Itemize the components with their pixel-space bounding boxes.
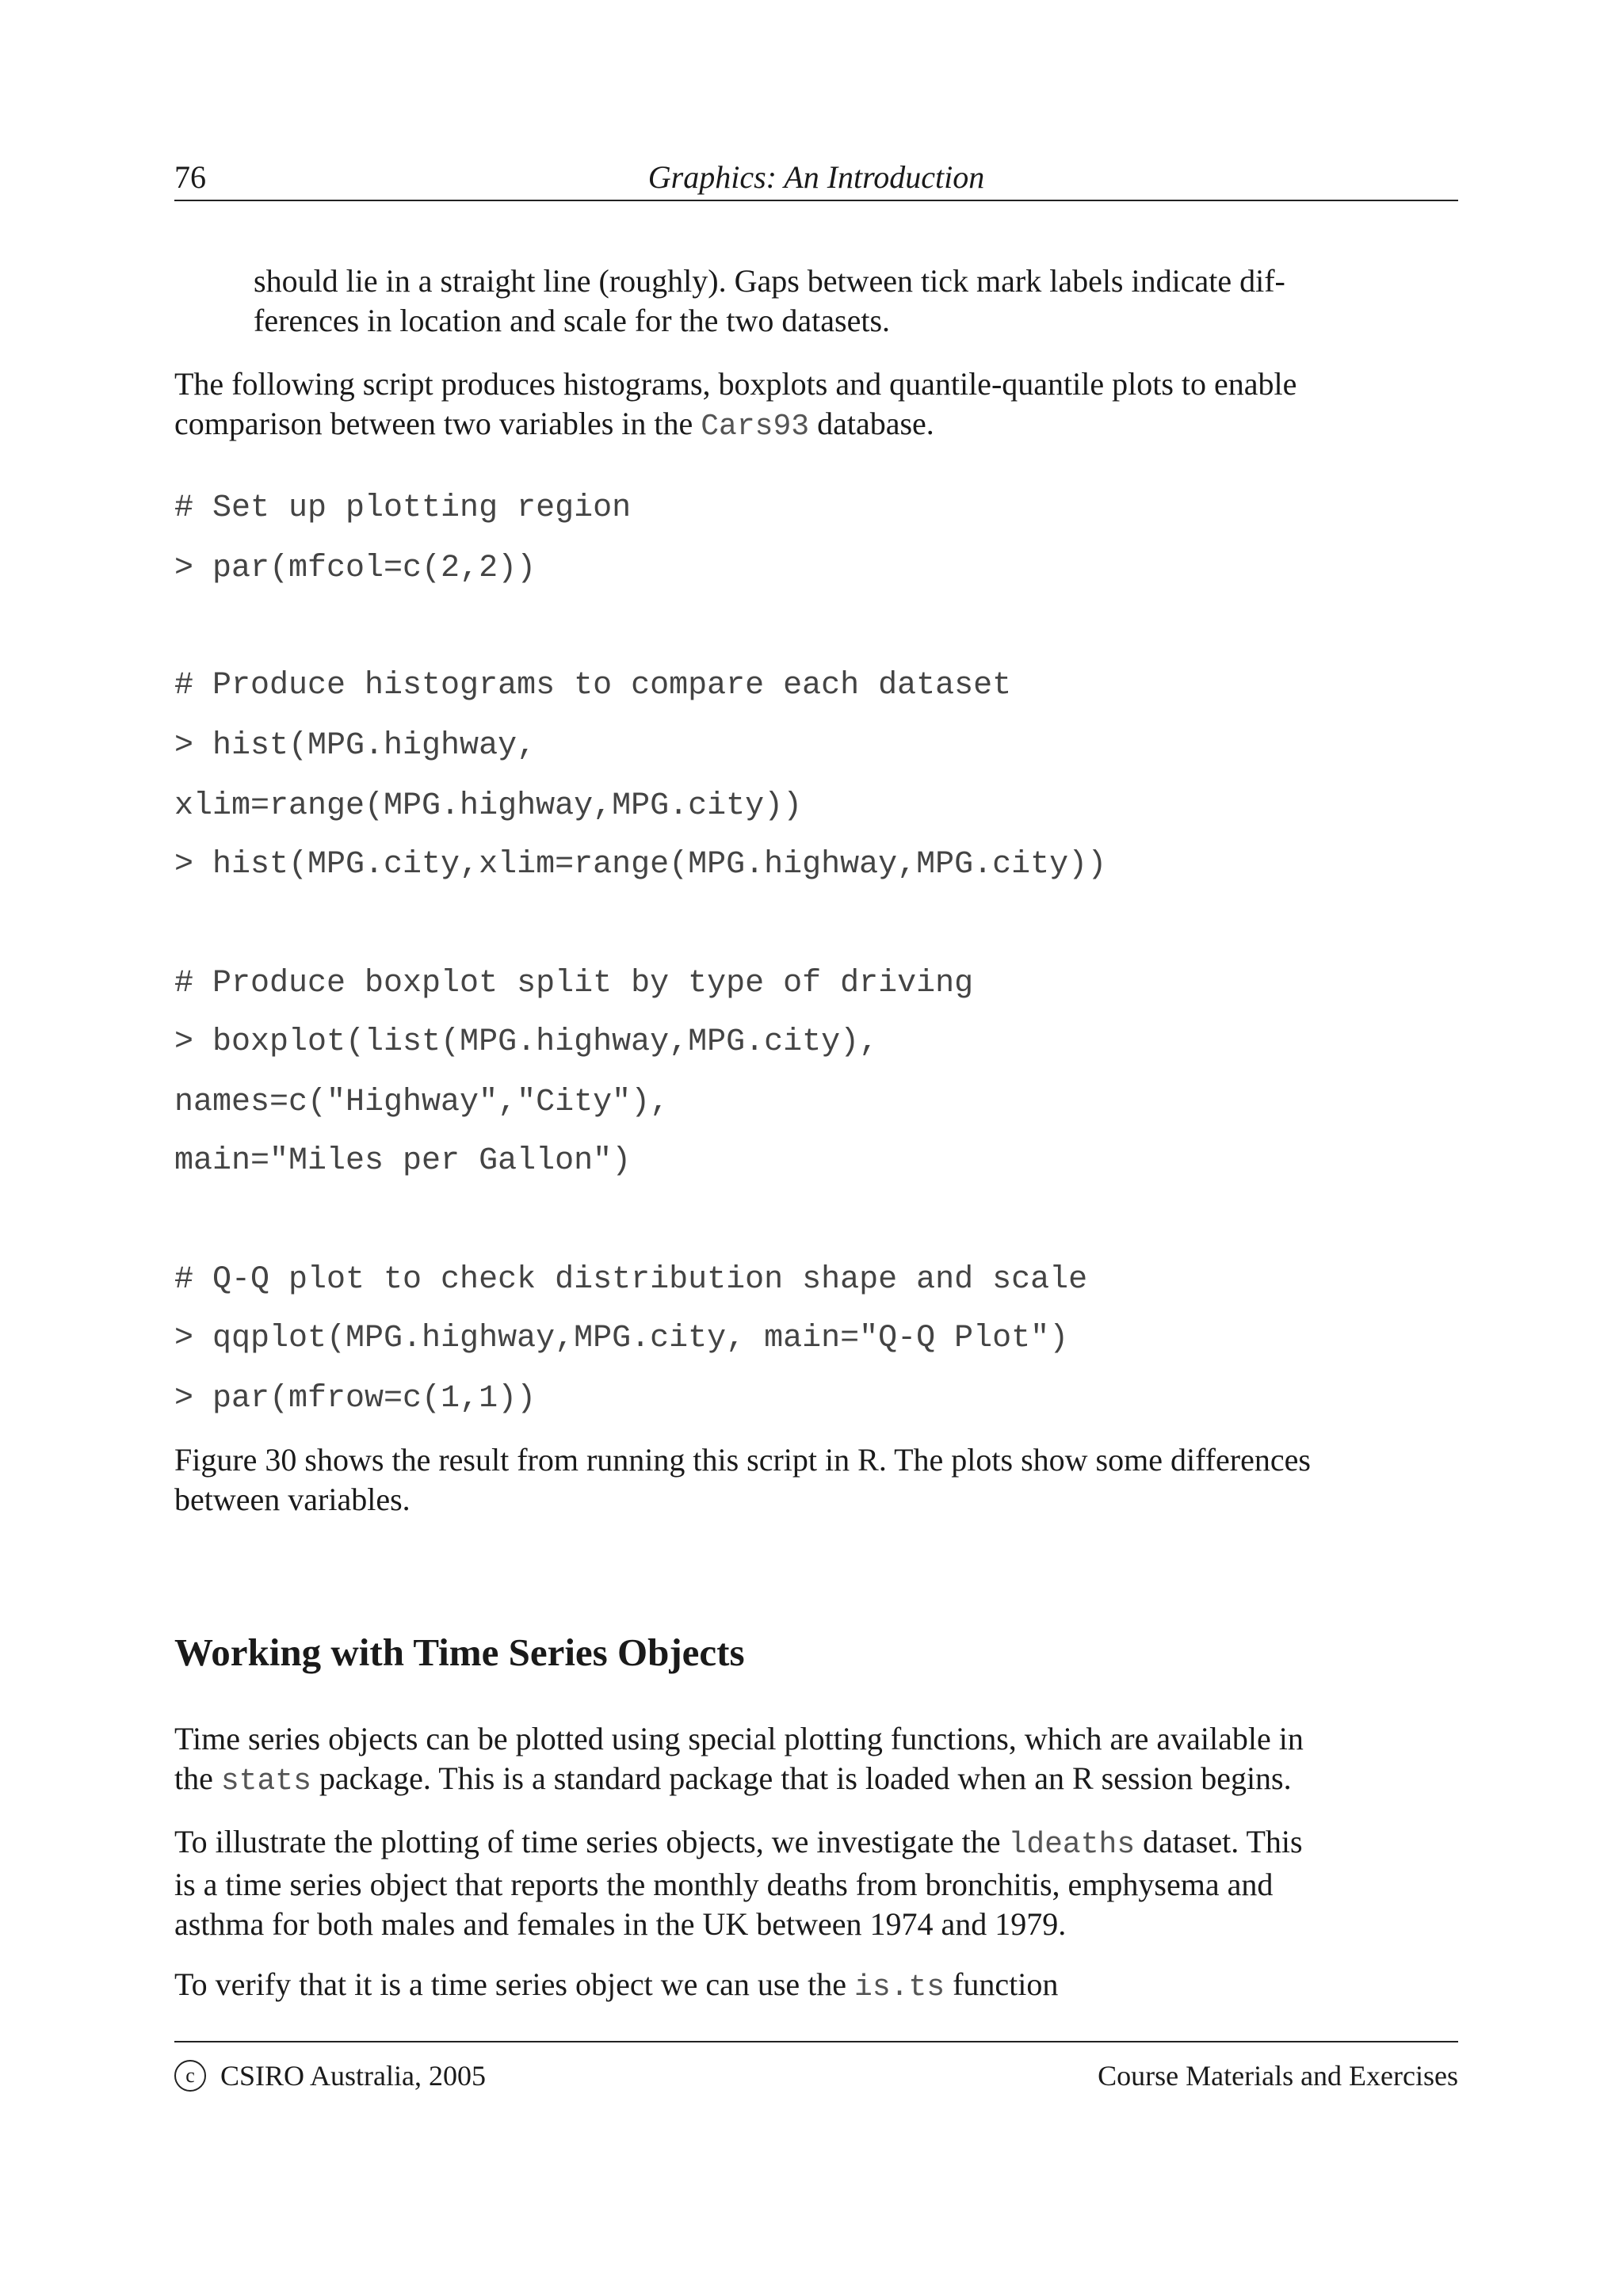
- footer-right-text: Course Materials and Exercises: [1098, 2060, 1458, 2092]
- code-line: xlim=range(MPG.highway,MPG.city)): [174, 788, 803, 824]
- code-line: > boxplot(list(MPG.highway,MPG.city),: [174, 1024, 879, 1060]
- code-line: > par(mfcol=c(2,2)): [174, 551, 537, 586]
- code-line: > hist(MPG.highway,: [174, 728, 537, 764]
- section-heading: Working with Time Series Objects: [174, 1630, 745, 1674]
- code-line: main="Miles per Gallon"): [174, 1143, 632, 1179]
- code-line: # Produce histograms to compare each dataset: [174, 668, 1012, 704]
- copyright-icon: c: [174, 2060, 206, 2092]
- paragraph-text: database.: [809, 406, 934, 441]
- paragraph-text: dataset. This: [1135, 1824, 1303, 1859]
- paragraph-text: package. This is a standard package that is loaded when an R session begins.: [311, 1760, 1292, 1796]
- paragraph-text: The following script produces histograms, boxplots and quantile-quantile plots to enable: [174, 366, 1297, 402]
- running-title: Graphics: An Introduction: [647, 159, 985, 195]
- page-footer: [174, 2041, 1458, 2093]
- code-line: > hist(MPG.city,xlim=range(MPG.highway,MPG.city)): [174, 847, 1107, 883]
- paragraph-text: function: [945, 1966, 1059, 2002]
- footer-copyright: [174, 2050, 486, 2101]
- verify-paragraph: [174, 1965, 1458, 2008]
- intro-paragraph: [254, 261, 1458, 341]
- running-header: [174, 155, 1458, 201]
- paragraph-text: To illustrate the plotting of time series objects, we investigate the: [174, 1824, 1009, 1859]
- document-page: [174, 0, 1458, 2296]
- inline-code: stats: [220, 1764, 311, 1798]
- paragraph-text: the: [174, 1760, 221, 1796]
- code-line: # Produce boxplot split by type of driving: [174, 966, 974, 1001]
- code-line: > qqplot(MPG.highway,MPG.city, main="Q-Q Plot"): [174, 1321, 1069, 1356]
- footer-left-text: CSIRO Australia, 2005: [220, 2060, 487, 2092]
- paragraph-text: asthma for both males and females in the UK between 1974 and 1979.: [174, 1906, 1067, 1942]
- time-series-paragraph: [174, 1719, 1458, 1802]
- code-line: # Set up plotting region: [174, 490, 632, 526]
- intro-line-2: ferences in location and scale for the two datasets.: [254, 303, 891, 338]
- inline-code: ldeaths: [1008, 1828, 1136, 1862]
- paragraph-text: comparison between two variables in the: [174, 406, 701, 441]
- paragraph-text: is a time series object that reports the monthly deaths from bronchitis, emphysema and: [174, 1867, 1274, 1902]
- page-number: 76: [174, 159, 206, 195]
- paragraph-text: Figure 30 shows the result from running this script in R. The plots show some differences: [174, 1442, 1311, 1478]
- paragraph-text: Time series objects can be plotted using special plotting functions, which are available in: [174, 1721, 1304, 1756]
- result-paragraph: [174, 1440, 1458, 1520]
- script-intro-paragraph: [174, 364, 1458, 447]
- inline-code: is.ts: [854, 1970, 945, 2004]
- code-line: # Q-Q plot to check distribution shape and scale: [174, 1262, 1088, 1298]
- code-line: > par(mfrow=c(1,1)): [174, 1381, 537, 1417]
- code-line: names=c("Highway","City"),: [174, 1085, 670, 1120]
- paragraph-text: To verify that it is a time series object we can use the: [174, 1966, 855, 2002]
- ldeaths-paragraph: [174, 1822, 1458, 1944]
- paragraph-text: between variables.: [174, 1482, 411, 1517]
- inline-code: Cars93: [701, 410, 810, 444]
- intro-line-1: should lie in a straight line (roughly). Gaps between tick mark labels indicate dif-: [254, 263, 1285, 299]
